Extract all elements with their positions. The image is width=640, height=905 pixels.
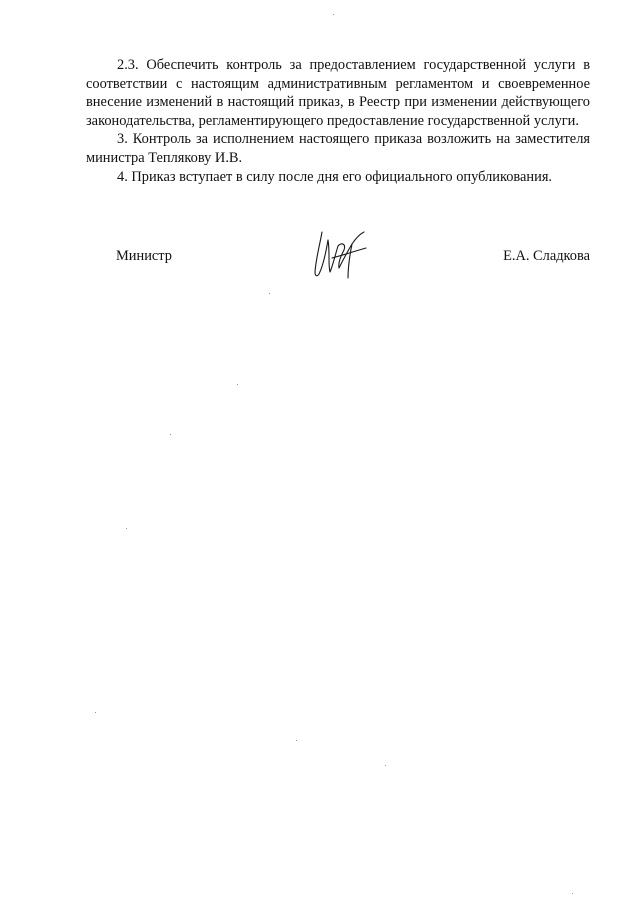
paragraph-2-3: 2.3. Обеспечить контроль за предоставлением государственной услуги в соответствии с настоящим административным регламентом и своевременное внесение изменений в настоящий приказ, в Реестр при изменении действующего законодательства, регламентирующего предоставление государственной услуги. — [86, 57, 590, 129]
scan-speck — [126, 528, 127, 529]
scan-speck — [296, 740, 297, 741]
scan-speck — [95, 712, 96, 713]
scan-speck — [572, 893, 573, 894]
scan-speck — [170, 434, 171, 435]
signatory-name: Е.А. Сладкова — [503, 248, 590, 264]
scan-speck — [269, 293, 270, 294]
paragraph-4: 4. Приказ вступает в силу после дня его официального опубликования. — [117, 168, 553, 185]
scan-speck — [237, 384, 238, 385]
scan-speck — [333, 14, 334, 15]
scan-speck — [385, 765, 386, 766]
paragraph-3: 3. Контроль за исполнением настоящего приказа возложить на заместителя министра Теплякову И.В. — [86, 131, 590, 166]
document-body — [86, 56, 590, 186]
signature-block — [86, 222, 590, 282]
signatory-title: Министр — [116, 248, 172, 264]
handwritten-signature — [308, 222, 370, 282]
